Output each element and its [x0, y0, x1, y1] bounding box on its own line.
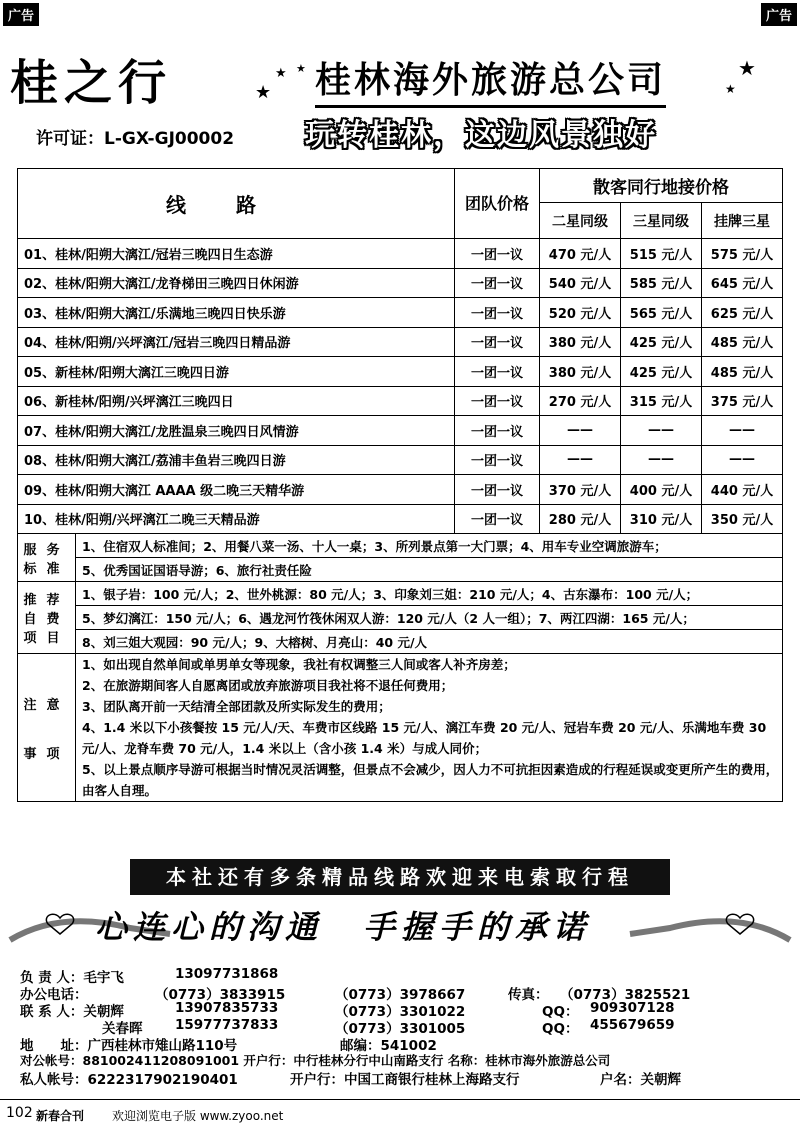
header-three-star: 三星同级 — [621, 203, 702, 239]
contact-block — [20, 966, 790, 1088]
extra-label: 推荐 自费 项目 — [18, 582, 76, 654]
fit-price: 280 元/人 — [540, 504, 621, 534]
fit-price: 400 元/人 — [621, 475, 702, 505]
table-row — [18, 504, 783, 534]
route-name: 10、桂林/阳朔/兴坪漓江二晚三天精品游 — [18, 504, 455, 534]
header-two-star: 二星同级 — [540, 203, 621, 239]
page-footer — [0, 1099, 800, 1125]
company-name: 桂林海外旅游总公司 — [315, 52, 666, 108]
hand-right-shape — [630, 921, 790, 940]
header-listed-three-star: 挂牌三星 — [702, 203, 783, 239]
fit-price: —— — [540, 445, 621, 475]
fit-price: 540 元/人 — [540, 268, 621, 298]
group-price: 一团一议 — [455, 268, 540, 298]
service-line: 1、住宿双人标准间；2、用餐八菜一汤、十人一桌；3、所列景点第一大门票；4、用车专业空调旅游车； — [76, 534, 783, 558]
group-price: 一团一议 — [455, 239, 540, 269]
contact-row: 关春晖 15977737833 （0773）3301005 QQ： 455679659 — [102, 1017, 675, 1037]
table-row — [18, 268, 783, 298]
fit-price: —— — [621, 445, 702, 475]
table-row — [18, 386, 783, 416]
contact-row: 对公帐号：881002411208091001 开户行：中行桂林分行中山南路支行 名称：桂林市海外旅游总公司 — [20, 1053, 611, 1068]
route-rows — [18, 239, 783, 534]
script-slogan: 心连心的沟通 手握手的承诺 — [95, 908, 592, 946]
table-row — [18, 416, 783, 446]
fit-price: 520 元/人 — [540, 298, 621, 328]
header-group-price: 团队价格 — [455, 169, 540, 239]
fit-price: 625 元/人 — [702, 298, 783, 328]
note-item: 4、1.4 米以下小孩餐按 15 元/人/天、车费市区线路 15 元/人、漓江车费 20 元/人、冠岩车费 20 元/人、乐满地车费 30 元/人、龙脊车费 70 元/人，1.4 米以上（含小孩 1.4 米）与成人同价； — [82, 720, 767, 756]
service-line: 5、优秀国证国语导游；6、旅行社责任险 — [76, 558, 783, 582]
extra-line: 5、梦幻漓江：150 元/人；6、遇龙河竹筏休闲双人游：120 元/人（2 人一组）；7、两江四湖：165 元/人； — [76, 606, 783, 630]
extra-line: 1、银子岩：100 元/人；2、世外桃源：80 元/人；3、印象刘三姐：210 元/人；4、古东瀑布：100 元/人； — [76, 582, 783, 606]
fit-price: 370 元/人 — [540, 475, 621, 505]
table-row — [18, 327, 783, 357]
group-price: 一团一议 — [455, 386, 540, 416]
table-row — [18, 239, 783, 269]
footer-text: 欢迎浏览电子版 www.zyoo.net — [112, 1109, 284, 1123]
group-price: 一团一议 — [455, 298, 540, 328]
fit-price: 645 元/人 — [702, 268, 783, 298]
notes-label: 注意 事项 — [18, 654, 76, 802]
fit-price: 485 元/人 — [702, 327, 783, 357]
fit-price: —— — [540, 416, 621, 446]
fit-price: 425 元/人 — [621, 357, 702, 387]
fit-price: —— — [702, 445, 783, 475]
fit-price: 350 元/人 — [702, 504, 783, 534]
fit-price: 575 元/人 — [702, 239, 783, 269]
contact-row: 负 责 人：毛宇飞 13097731868 — [20, 966, 279, 986]
table-row — [18, 475, 783, 505]
route-name: 01、桂林/阳朔大漓江/冠岩三晚四日生态游 — [18, 239, 455, 269]
fit-price: 380 元/人 — [540, 327, 621, 357]
star-icon: ★ — [296, 62, 306, 75]
group-price: 一团一议 — [455, 445, 540, 475]
contact-row: 私人帐号：6222317902190401 开户行：中国工商银行桂林上海路支行 户名：关朝辉 — [20, 1072, 681, 1088]
fit-price: 425 元/人 — [621, 327, 702, 357]
header-fit-price: 散客同行地接价格 — [540, 169, 783, 203]
fit-price: —— — [621, 416, 702, 446]
route-name: 05、新桂林/阳朔大漓江三晚四日游 — [18, 357, 455, 387]
fit-price: 470 元/人 — [540, 239, 621, 269]
note-item: 2、在旅游期间客人自愿离团或放弃旅游项目我社将不退任何费用； — [82, 678, 454, 693]
star-icon: ★ — [275, 66, 287, 81]
table-row — [18, 445, 783, 475]
route-name: 09、桂林/阳朔大漓江 AAAA 级二晚三天精华游 — [18, 475, 455, 505]
ad-tag-right: 广告 — [761, 3, 797, 26]
fit-price: 375 元/人 — [702, 386, 783, 416]
route-price-table — [17, 168, 783, 802]
fit-price: 310 元/人 — [621, 504, 702, 534]
star-icon: ★ — [725, 82, 736, 96]
page-number: 102 — [6, 1105, 33, 1121]
contact-row: 地 址：广西桂林市雉山路110号 邮编：541002 — [20, 1038, 437, 1054]
route-name: 07、桂林/阳朔大漓江/龙胜温泉三晚四日风情游 — [18, 416, 455, 446]
fit-price: 585 元/人 — [621, 268, 702, 298]
issue-name: 新春合刊 — [36, 1109, 85, 1123]
route-name: 04、桂林/阳朔/兴坪漓江/冠岩三晚四日精品游 — [18, 327, 455, 357]
note-item: 5、以上景点顺序导游可根据当时情况灵活调整，但景点不会减少，因人力不可抗拒因素造成的行程延误或变更所产生的费用，由客人自理。 — [82, 762, 779, 798]
route-name: 03、桂林/阳朔大漓江/乐满地三晚四日快乐游 — [18, 298, 455, 328]
note-item: 3、团队离开前一天结清全部团款及所实际发生的费用； — [82, 699, 391, 714]
contact-row: 联 系 人：关朝辉 13907835733 （0773）3301022 QQ： 909307128 — [20, 1000, 675, 1020]
star-icon: ★ — [255, 82, 272, 103]
route-name: 02、桂林/阳朔大漓江/龙脊梯田三晚四日休闲游 — [18, 268, 455, 298]
group-price: 一团一议 — [455, 475, 540, 505]
table-row — [18, 357, 783, 387]
star-icon: ★ — [738, 56, 756, 80]
license-number: 许可证：L-GX-GJ00002 — [36, 129, 235, 149]
fit-price: 315 元/人 — [621, 386, 702, 416]
fit-price: 565 元/人 — [621, 298, 702, 328]
table-row — [18, 298, 783, 328]
brand-title: 桂之行 — [10, 55, 173, 111]
ad-tag-left: 广告 — [3, 3, 39, 26]
fit-price: 380 元/人 — [540, 357, 621, 387]
slogan: 玩转桂林，这边风景独好 — [305, 118, 657, 153]
promo-banner: 本社还有多条精品线路欢迎来电索取行程 — [130, 859, 670, 895]
group-price: 一团一议 — [455, 357, 540, 387]
fit-price: 270 元/人 — [540, 386, 621, 416]
note-item: 1、如出现自然单间或单男单女等现象，我社有权调整三人间或客人补齐房差； — [82, 657, 516, 672]
header-route: 线路 — [18, 169, 455, 239]
fit-price: 515 元/人 — [621, 239, 702, 269]
route-name: 06、新桂林/阳朔/兴坪漓江三晚四日 — [18, 386, 455, 416]
group-price: 一团一议 — [455, 416, 540, 446]
contact-row: 办公电话： （0773）3833915 （0773）3978667 传真： （0773）3825521 — [20, 987, 691, 1003]
route-name: 08、桂林/阳朔大漓江/荔浦丰鱼岩三晚四日游 — [18, 445, 455, 475]
group-price: 一团一议 — [455, 504, 540, 534]
notes-cell — [76, 654, 783, 802]
service-label: 服务 标准 — [18, 534, 76, 582]
fit-price: 485 元/人 — [702, 357, 783, 387]
extra-line: 8、刘三姐大观园：90 元/人；9、大榕树、月亮山：40 元/人 — [76, 630, 783, 654]
group-price: 一团一议 — [455, 327, 540, 357]
fit-price: 440 元/人 — [702, 475, 783, 505]
fit-price: —— — [702, 416, 783, 446]
